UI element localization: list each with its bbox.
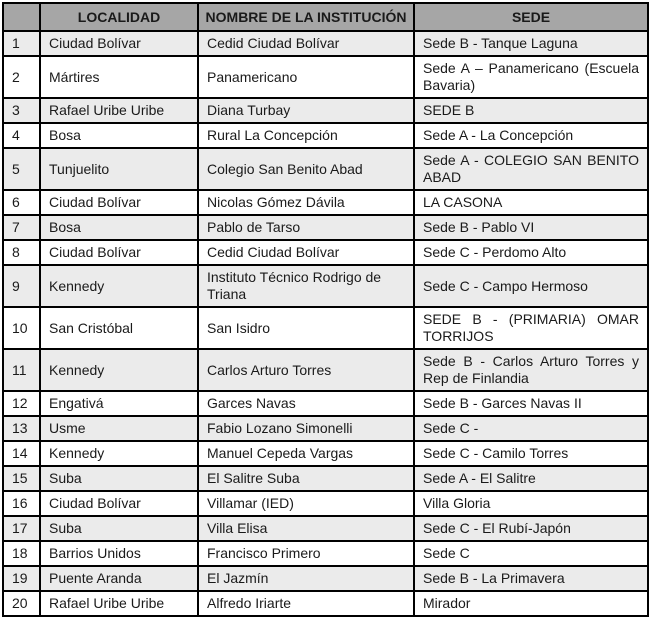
cell-sede: Sede B - Pablo VI (414, 215, 648, 240)
cell-institucion: Panamericano (198, 56, 414, 98)
cell-localidad: Mártires (40, 56, 198, 98)
cell-localidad: Kennedy (40, 349, 198, 391)
cell-localidad: Ciudad Bolívar (40, 491, 198, 516)
cell-institucion: Nicolas Gómez Dávila (198, 190, 414, 215)
cell-institucion: Garces Navas (198, 391, 414, 416)
cell-localidad: Suba (40, 516, 198, 541)
table-row (3, 123, 648, 148)
cell-localidad: Bosa (40, 215, 198, 240)
table-row (3, 31, 648, 56)
cell-sede: LA CASONA (414, 190, 648, 215)
cell-row-number: 5 (3, 148, 40, 190)
header-sede: SEDE (414, 3, 648, 31)
cell-row-number: 2 (3, 56, 40, 98)
localidades-sedes-table (2, 2, 649, 617)
table-row (3, 349, 648, 391)
cell-sede: Sede A - El Salitre (414, 466, 648, 491)
header-row-number (3, 3, 40, 31)
cell-sede: Mirador (414, 591, 648, 616)
table-row (3, 516, 648, 541)
table-header-row (3, 3, 648, 31)
cell-localidad: Bosa (40, 123, 198, 148)
header-localidad: LOCALIDAD (40, 3, 198, 31)
cell-institucion: Villamar (IED) (198, 491, 414, 516)
cell-institucion: Colegio San Benito Abad (198, 148, 414, 190)
table-row (3, 56, 648, 98)
cell-sede: Sede A - La Concepción (414, 123, 648, 148)
cell-sede: Sede C - Campo Hermoso (414, 265, 648, 307)
cell-row-number: 13 (3, 416, 40, 441)
cell-institucion: Cedid Ciudad Bolívar (198, 240, 414, 265)
table-row (3, 307, 648, 349)
table-row (3, 98, 648, 123)
cell-localidad: Kennedy (40, 265, 198, 307)
table-row (3, 416, 648, 441)
cell-localidad: Usme (40, 416, 198, 441)
cell-institucion: Fabio Lozano Simonelli (198, 416, 414, 441)
header-institucion: NOMBRE DE LA INSTITUCIÓN (198, 3, 414, 31)
cell-sede: SEDE B (414, 98, 648, 123)
cell-sede: Sede A - COLEGIO SAN BENITO ABAD (414, 148, 648, 190)
cell-sede: SEDE B - (PRIMARIA) OMAR TORRIJOS (414, 307, 648, 349)
cell-row-number: 1 (3, 31, 40, 56)
cell-institucion: Manuel Cepeda Vargas (198, 441, 414, 466)
cell-institucion: Villa Elisa (198, 516, 414, 541)
cell-localidad: Engativá (40, 391, 198, 416)
cell-institucion: Diana Turbay (198, 98, 414, 123)
table-row (3, 215, 648, 240)
table-row (3, 491, 648, 516)
table-row (3, 391, 648, 416)
cell-row-number: 8 (3, 240, 40, 265)
cell-institucion: El Jazmín (198, 566, 414, 591)
cell-sede: Sede C (414, 541, 648, 566)
cell-localidad: Kennedy (40, 441, 198, 466)
cell-sede: Sede C - El Rubí-Japón (414, 516, 648, 541)
cell-sede: Sede B - Carlos Arturo Torres y Rep de Finlandia (414, 349, 648, 391)
cell-institucion: Cedid Ciudad Bolívar (198, 31, 414, 56)
cell-row-number: 12 (3, 391, 40, 416)
cell-row-number: 14 (3, 441, 40, 466)
table-row (3, 591, 648, 616)
cell-sede: Sede B - La Primavera (414, 566, 648, 591)
cell-localidad: Rafael Uribe Uribe (40, 591, 198, 616)
cell-row-number: 15 (3, 466, 40, 491)
table-row (3, 441, 648, 466)
cell-localidad: Ciudad Bolívar (40, 190, 198, 215)
cell-row-number: 10 (3, 307, 40, 349)
cell-institucion: Alfredo Iriarte (198, 591, 414, 616)
cell-row-number: 18 (3, 541, 40, 566)
table-row (3, 240, 648, 265)
cell-institucion: San Isidro (198, 307, 414, 349)
cell-sede: Sede C - Perdomo Alto (414, 240, 648, 265)
table-row (3, 190, 648, 215)
cell-sede: Sede B - Garces Navas II (414, 391, 648, 416)
cell-sede: Villa Gloria (414, 491, 648, 516)
cell-institucion: Pablo de Tarso (198, 215, 414, 240)
cell-sede: Sede C - (414, 416, 648, 441)
cell-institucion: El Salitre Suba (198, 466, 414, 491)
cell-localidad: Barrios Unidos (40, 541, 198, 566)
cell-localidad: Puente Aranda (40, 566, 198, 591)
cell-row-number: 6 (3, 190, 40, 215)
cell-institucion: Francisco Primero (198, 541, 414, 566)
cell-row-number: 7 (3, 215, 40, 240)
cell-sede: Sede A – Panamericano (Escuela Bavaria) (414, 56, 648, 98)
cell-institucion: Carlos Arturo Torres (198, 349, 414, 391)
cell-row-number: 17 (3, 516, 40, 541)
cell-row-number: 20 (3, 591, 40, 616)
table-row (3, 541, 648, 566)
cell-row-number: 4 (3, 123, 40, 148)
cell-institucion: Rural La Concepción (198, 123, 414, 148)
cell-sede: Sede B - Tanque Laguna (414, 31, 648, 56)
cell-row-number: 11 (3, 349, 40, 391)
table-row (3, 265, 648, 307)
cell-row-number: 3 (3, 98, 40, 123)
cell-localidad: Tunjuelito (40, 148, 198, 190)
cell-localidad: Rafael Uribe Uribe (40, 98, 198, 123)
table-row (3, 566, 648, 591)
cell-institucion: Instituto Técnico Rodrigo de Triana (198, 265, 414, 307)
table-row (3, 148, 648, 190)
cell-row-number: 19 (3, 566, 40, 591)
cell-localidad: Suba (40, 466, 198, 491)
cell-localidad: Ciudad Bolívar (40, 240, 198, 265)
table-row (3, 466, 648, 491)
cell-row-number: 9 (3, 265, 40, 307)
cell-localidad: Ciudad Bolívar (40, 31, 198, 56)
cell-row-number: 16 (3, 491, 40, 516)
cell-localidad: San Cristóbal (40, 307, 198, 349)
cell-sede: Sede C - Camilo Torres (414, 441, 648, 466)
